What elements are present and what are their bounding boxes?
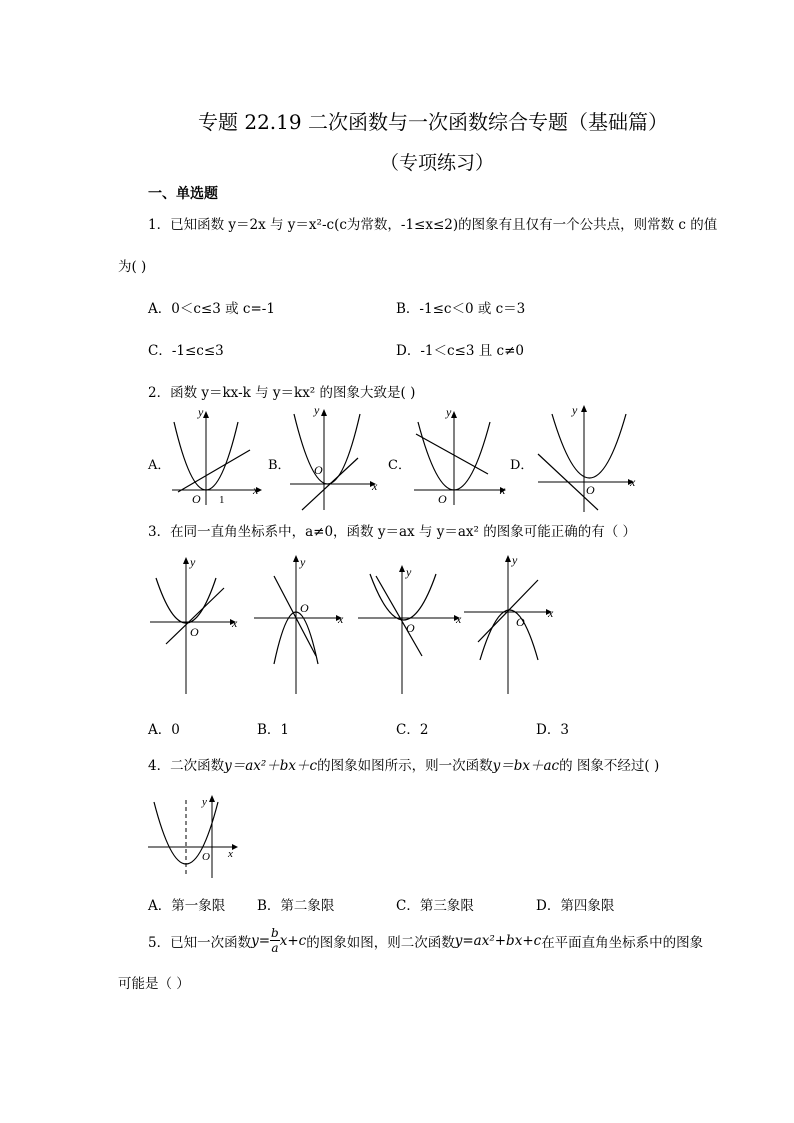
question-5-fraction	[270, 926, 280, 955]
axis-y-label: y	[572, 403, 578, 417]
tick-one-label: 1	[219, 494, 225, 506]
axis-y-label: y	[314, 403, 320, 417]
question-5-formula-tail: x+c	[279, 932, 307, 949]
axis-x-label: x	[228, 848, 233, 860]
axis-x-label: x	[630, 475, 636, 489]
question-3-graph-1	[148, 552, 248, 697]
question-4-stem-b: 的图象如图所示，则一次函数	[317, 758, 493, 774]
question-4-stem-a: 4．二次函数	[148, 758, 225, 774]
question-4-option-a: A．第一象限	[148, 898, 226, 914]
fraction-denominator: a	[271, 941, 279, 955]
question-2-graph-c	[410, 405, 520, 510]
question-3-option-c: C．2	[396, 722, 429, 738]
question-5-stem-a: 5．已知一次函数	[148, 934, 252, 951]
question-3-graph-3	[356, 552, 466, 697]
axis-x-label: x	[456, 612, 462, 626]
axis-x-label: x	[500, 483, 506, 497]
page-title: 专题 22.19 二次函数与一次函数综合专题（基础篇）	[198, 110, 668, 134]
axis-x-label: x	[548, 606, 554, 620]
axis-y-label: y	[202, 796, 207, 808]
question-5-formula-quadratic: y=ax²+bx+c	[454, 932, 542, 949]
question-5-text-line2: 可能是（ ）	[118, 976, 190, 992]
question-1-option-c: C．-1≤c≤3	[148, 343, 224, 359]
question-1-text-line2: 为( )	[118, 259, 147, 275]
question-4-option-b: B．第二象限	[257, 898, 335, 914]
axis-x-label: x	[253, 483, 259, 497]
axis-y-label: y	[190, 555, 196, 569]
question-3-option-d: D．3	[536, 722, 569, 738]
question-3-text: 3．在同一直角坐标系中，a≠0，函数 y＝ax 与 y＝ax² 的图象可能正确的有（ ）	[148, 524, 636, 540]
question-1-text-line1: 1．已知函数 y＝2x 与 y＝x²-c(c为常数，-1≤x≤2)的图象有且仅有一个公共点，则常数 c 的值	[148, 217, 718, 233]
question-4-formula-linear: y＝bx＋ac	[492, 758, 560, 774]
question-1-option-a: A．0＜c≤3 或 c=-1	[148, 301, 275, 317]
question-5-y-equals: y=	[251, 932, 271, 949]
question-1-option-b: B．-1≤c＜0 或 c＝3	[396, 301, 526, 317]
origin-label: O	[314, 463, 323, 477]
origin-label: O	[586, 483, 595, 497]
axis-x-label: x	[338, 612, 344, 626]
question-5-text	[148, 926, 703, 962]
question-2-text: 2．函数 y＝kx-k 与 y＝kx² 的图象大致是( )	[148, 385, 416, 401]
section-title: 一、单选题	[148, 186, 218, 202]
question-2-graph-a	[168, 405, 268, 510]
question-5-stem-c: 在平面直角坐标系中的图象	[541, 934, 704, 951]
question-4-graph	[148, 792, 248, 882]
question-3-graph-2	[252, 552, 352, 697]
page-subtitle: （专项练习）	[380, 152, 495, 174]
origin-label: O	[438, 492, 447, 506]
question-3-option-b: B．1	[257, 722, 290, 738]
fraction-numerator: b	[271, 926, 279, 940]
origin-label: O	[516, 615, 525, 629]
question-3-option-a: A．0	[148, 722, 180, 738]
question-3-graph-4	[462, 552, 562, 697]
axis-y-label: y	[300, 555, 306, 569]
question-4-text	[148, 754, 659, 774]
question-5-stem-b: 的图象如图，则二次函数	[306, 934, 455, 951]
axis-y-label: y	[198, 405, 204, 419]
axis-y-label: y	[512, 553, 518, 567]
question-1-option-d: D．-1＜c≤3 且 c≠0	[396, 343, 524, 359]
question-2-graph-b	[288, 403, 388, 516]
question-4-stem-c: 的 图象不经过( )	[559, 758, 660, 774]
origin-label: O	[192, 492, 201, 506]
axis-y-label: y	[446, 405, 452, 419]
question-2-label-d: D．	[510, 458, 534, 473]
question-4-option-d: D．第四象限	[536, 898, 615, 914]
question-4-option-c: C．第三象限	[396, 898, 474, 914]
origin-label: O	[300, 601, 309, 615]
question-2-label-a: A．	[148, 458, 171, 473]
origin-label: O	[202, 851, 210, 863]
axis-x-label: x	[232, 616, 238, 630]
origin-label: O	[190, 625, 199, 639]
origin-label: O	[406, 621, 415, 635]
question-2-label-c: C．	[388, 458, 411, 473]
question-2-label-b: B．	[268, 458, 291, 473]
axis-y-label: y	[406, 565, 412, 579]
axis-x-label: x	[372, 479, 378, 493]
question-4-formula-quadratic: y＝ax²＋bx＋c	[224, 758, 318, 774]
question-2-graph-d	[534, 402, 644, 514]
